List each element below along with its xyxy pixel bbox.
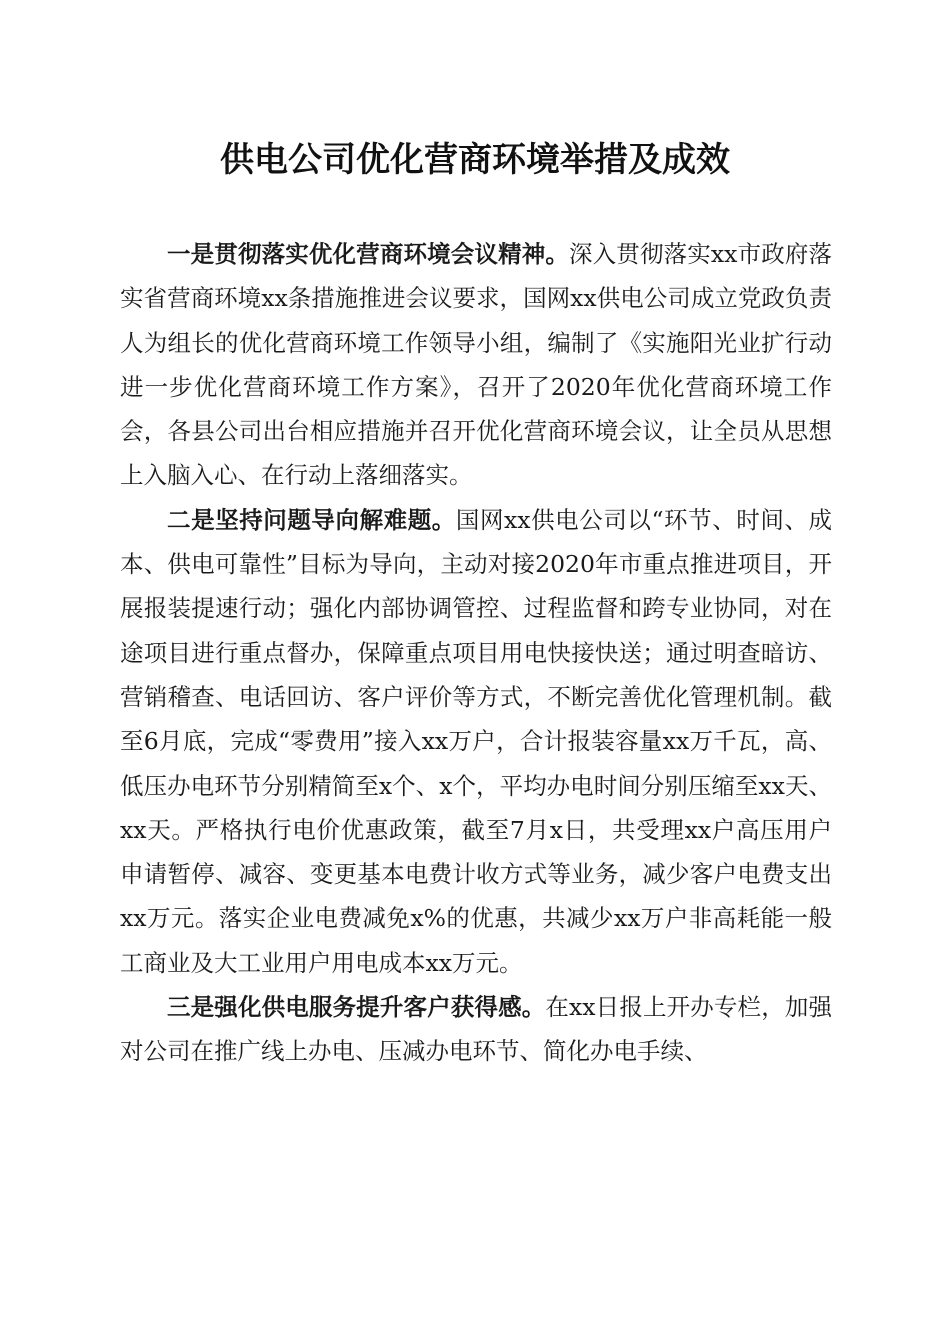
paragraph-2-heading: 二是坚持问题导向解难题。 bbox=[167, 505, 456, 534]
paragraph-3-text: 在xx日报上开办专栏，加强对公司在推广线上办电、压减办电环节、简化办电手续、 bbox=[120, 993, 833, 1066]
paragraph-2 bbox=[120, 498, 832, 985]
paragraph-1 bbox=[120, 232, 832, 498]
document-title: 供电公司优化营商环境举措及成效 bbox=[220, 140, 730, 180]
paragraph-1-text: 深入贯彻落实xx市政府落实省营商环境xx条措施推进会议要求，国网xx供电公司成立党政负责人为组长的优化营商环境工作领导小组，编制了《实施阳光业扩行动进一步优化营商环境工作方案》，召开了2020年优化营商环境工作会，各县公司出台相应措施并召开优化营商环境会议，让全员从思想上入脑入心、在行动上落细落实。 bbox=[120, 240, 832, 490]
paragraph-1-heading: 一是贯彻落实优化营商环境会议精神。 bbox=[167, 240, 570, 268]
paragraph-2-text: 国网xx供电公司以“环节、时间、成本、供电可靠性”目标为导向，主动对接2020年市重点推进项目，开展报装提速行动；强化内部协调管控、过程监督和跨专业协同，对在途项目进行重点督办，保障重点项目用电快接快送；通过明查暗访、营销稽查、电话回访、客户评价等方式，不断完善优化管理机制。截至6月底，完成“零费用”接入xx万户，合计报装容量xx万千瓦，高、低压办电环节分别精简至x个、x个，平均办电时间分别压缩至xx天、xx天。严格执行电价优惠政策，截至7月x日，共受理xx户高压用户申请暂停、减容、变更基本电费计收方式等业务，减少客户电费支出xx万元。落实企业电费减免x%的优惠，共减少xx万户非高耗能一般工商业及大工业用户用电成本xx万元。 bbox=[120, 505, 832, 977]
paragraph-3 bbox=[120, 985, 832, 1074]
document-body bbox=[120, 232, 832, 1074]
paragraph-3-heading: 三是强化供电服务提升客户获得感。 bbox=[167, 993, 546, 1022]
